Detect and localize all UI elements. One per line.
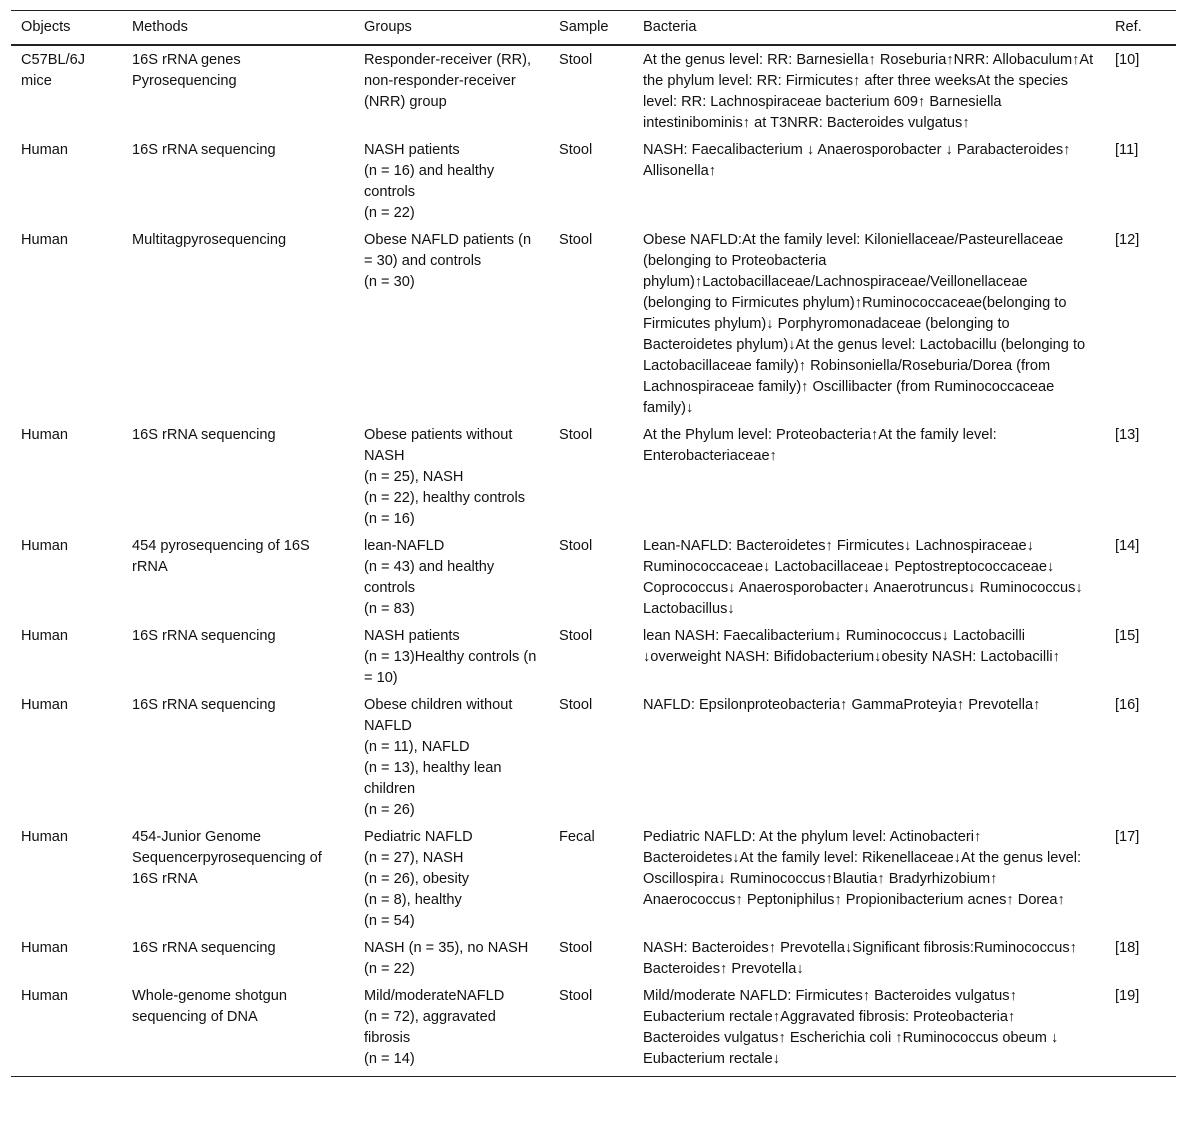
- cell-objects: Human: [21, 538, 69, 554]
- cell-sample: Fecal: [559, 829, 595, 845]
- header-objects: Objects: [11, 11, 122, 46]
- cell-ref-link[interactable]: [19]: [1105, 982, 1176, 1077]
- cell-ref-link[interactable]: [18]: [1115, 940, 1140, 956]
- cell-ref-link[interactable]: [10]: [1115, 52, 1140, 68]
- table-row: [11, 823, 1176, 934]
- header-row: [11, 11, 1176, 46]
- cell-bacteria: NAFLD: Epsilonproteobacteria↑ GammaProteyia↑ Prevotella↑: [643, 697, 1041, 713]
- cell-bacteria: Lean-NAFLD: Bacteroidetes↑ Firmicutes↓ Lachnospiraceae↓ Ruminococcaceae↓ Lactobacillaceae↓ Peptostreptococcaceae↓ Coprococcus↓ Anaerosporobacter↓ Anaerotruncus↓ Ruminococcus↓ Lactobacillus↓: [643, 538, 1083, 617]
- cell-groups: Responder-receiver (RR), non-responder-receiver (NRR) group: [364, 52, 536, 110]
- cell-groups: Obese patients without NASH (n = 25), NASH (n = 22), healthy controls (n = 16): [364, 427, 526, 527]
- cell-sample: Stool: [559, 940, 593, 956]
- table-header: [11, 11, 1176, 46]
- cell-sample: Stool: [559, 232, 593, 248]
- table-row: [11, 226, 1176, 421]
- cell-objects: Human: [21, 940, 69, 956]
- cell-bacteria: Pediatric NAFLD: At the phylum level: Actinobacteri↑ Bacteroidetes↓At the family level: Rikenellaceae↓At the genus level: Oscillospira↓ Ruminococcus↑Blautia↑ Bradyrhizobium↑ Anaerococcus↑ Peptoniphilus↑ Propionibacterium acnes↑ Dorea↑: [643, 829, 1082, 908]
- cell-methods: 16S rRNA sequencing: [132, 697, 276, 713]
- cell-methods: 16S rRNA sequencing: [132, 142, 276, 158]
- table-row: [11, 691, 1176, 823]
- cell-methods: Multitagpyrosequencing: [132, 232, 287, 248]
- header-sample: Sample: [549, 11, 633, 46]
- header-bacteria: Bacteria: [633, 11, 1105, 46]
- cell-sample: Stool: [559, 52, 593, 68]
- cell-objects: Human: [21, 829, 69, 845]
- cell-methods: 16S rRNA sequencing: [132, 427, 276, 443]
- cell-objects: Human: [21, 628, 69, 644]
- cell-bacteria: Mild/moderate NAFLD: Firmicutes↑ Bacteroides vulgatus↑ Eubacterium rectale↑Aggravated fibrosis: Proteobacteria↑ Bacteroides vulgatus↑ Escherichia coli ↑Ruminococcus obeum ↓ Eubacterium rectale↓: [633, 982, 1105, 1077]
- cell-objects: Human: [21, 232, 69, 248]
- table-row: [11, 136, 1176, 226]
- bacteria-table: [11, 10, 1176, 1077]
- table-row: [11, 532, 1176, 622]
- cell-groups: Obese NAFLD patients (n = 30) and controls (n = 30): [364, 232, 532, 290]
- cell-bacteria: Obese NAFLD:At the family level: Kiloniellaceae/Pasteurellaceae (belonging to Proteobacteria phylum)↑Lactobacillaceae/Lachnospiraceae/Veillonellaceae (belonging to Firmicutes phylum)↑Ruminococcaceae(belonging to Firmicutes phylum)↓ Porphyromonadaceae (belonging to Bacteroidetes phylum)↓At the genus level: Lactobacillu (belonging to Lactobacillaceae family)↑ Robinsoniella/Roseburia/Dorea (from Lachnospiraceae family)↑ Oscillibacter (from Ruminococcaceae family)↓: [643, 232, 1086, 416]
- cell-bacteria: NASH: Faecalibacterium ↓ Anaerosporobacter ↓ Parabacteroides↑ Allisonella↑: [643, 142, 1071, 179]
- cell-methods: 16S rRNA sequencing: [132, 628, 276, 644]
- cell-bacteria: At the Phylum level: Proteobacteria↑At the family level: Enterobacteriaceae↑: [643, 427, 997, 464]
- cell-sample: Stool: [559, 628, 593, 644]
- header-groups: Groups: [354, 11, 549, 46]
- header-methods: Methods: [122, 11, 354, 46]
- cell-ref-link[interactable]: [15]: [1115, 628, 1140, 644]
- cell-ref-link[interactable]: [13]: [1115, 427, 1140, 443]
- cell-groups: Mild/moderateNAFLD (n = 72), aggravated fibrosis (n = 14): [354, 982, 549, 1077]
- cell-groups: lean-NAFLD (n = 43) and healthy controls (n = 83): [364, 538, 495, 617]
- cell-ref-link[interactable]: [11]: [1115, 142, 1139, 158]
- cell-methods: 454-Junior Genome Sequencerpyrosequencing of 16S rRNA: [132, 829, 322, 887]
- cell-methods: 16S rRNA genes Pyrosequencing: [132, 52, 241, 89]
- cell-methods: Whole-genome shotgun sequencing of DNA: [122, 982, 354, 1077]
- cell-groups: NASH patients (n = 13)Healthy controls (n = 10): [364, 628, 537, 686]
- cell-sample: Stool: [559, 697, 593, 713]
- cell-ref-link[interactable]: [12]: [1115, 232, 1140, 248]
- table-row: [11, 622, 1176, 691]
- cell-bacteria: At the genus level: RR: Barnesiella↑ Roseburia↑NRR: Allobaculum↑At the phylum level: RR: Firmicutes↑ after three weeksAt the species level: RR: Lachnospiraceae bacterium 609↑ Barnesiella intestinibominis↑ at T3NRR: Bacteroides vulgatus↑: [643, 52, 1094, 131]
- cell-sample: Stool: [559, 538, 593, 554]
- table-row: [11, 45, 1176, 136]
- cell-objects: Human: [11, 982, 122, 1077]
- header-ref: Ref.: [1105, 11, 1176, 46]
- cell-objects: Human: [21, 427, 69, 443]
- cell-objects: Human: [21, 697, 69, 713]
- cell-sample: Stool: [559, 427, 593, 443]
- cell-sample: Stool: [559, 142, 593, 158]
- cell-objects: C57BL/6J mice: [21, 52, 86, 89]
- cell-objects: Human: [21, 142, 69, 158]
- cell-methods: 454 pyrosequencing of 16S rRNA: [132, 538, 310, 575]
- table-body: [11, 45, 1176, 1077]
- table-row: [11, 934, 1176, 982]
- cell-ref-link[interactable]: [14]: [1115, 538, 1140, 554]
- cell-ref-link[interactable]: [17]: [1115, 829, 1140, 845]
- cell-bacteria: lean NASH: Faecalibacterium↓ Ruminococcus↓ Lactobacilli ↓overweight NASH: Bifidobacterium↓obesity NASH: Lactobacilli↑: [643, 628, 1060, 665]
- data-table-container: [11, 10, 1176, 1077]
- cell-sample: Stool: [549, 982, 633, 1077]
- table-row: [11, 421, 1176, 532]
- cell-bacteria: NASH: Bacteroides↑ Prevotella↓Significant fibrosis:Ruminococcus↑ Bacteroides↑ Prevotella↓: [643, 940, 1077, 977]
- cell-groups: Obese children without NAFLD (n = 11), NAFLD (n = 13), healthy lean children (n = 26): [364, 697, 513, 818]
- table-row: [11, 982, 1176, 1077]
- cell-groups: Pediatric NAFLD (n = 27), NASH (n = 26), obesity (n = 8), healthy (n = 54): [364, 829, 473, 929]
- cell-ref-link[interactable]: [16]: [1115, 697, 1140, 713]
- cell-groups: NASH patients (n = 16) and healthy controls (n = 22): [364, 142, 495, 221]
- cell-methods: 16S rRNA sequencing: [132, 940, 276, 956]
- cell-groups: NASH (n = 35), no NASH (n = 22): [364, 940, 529, 977]
